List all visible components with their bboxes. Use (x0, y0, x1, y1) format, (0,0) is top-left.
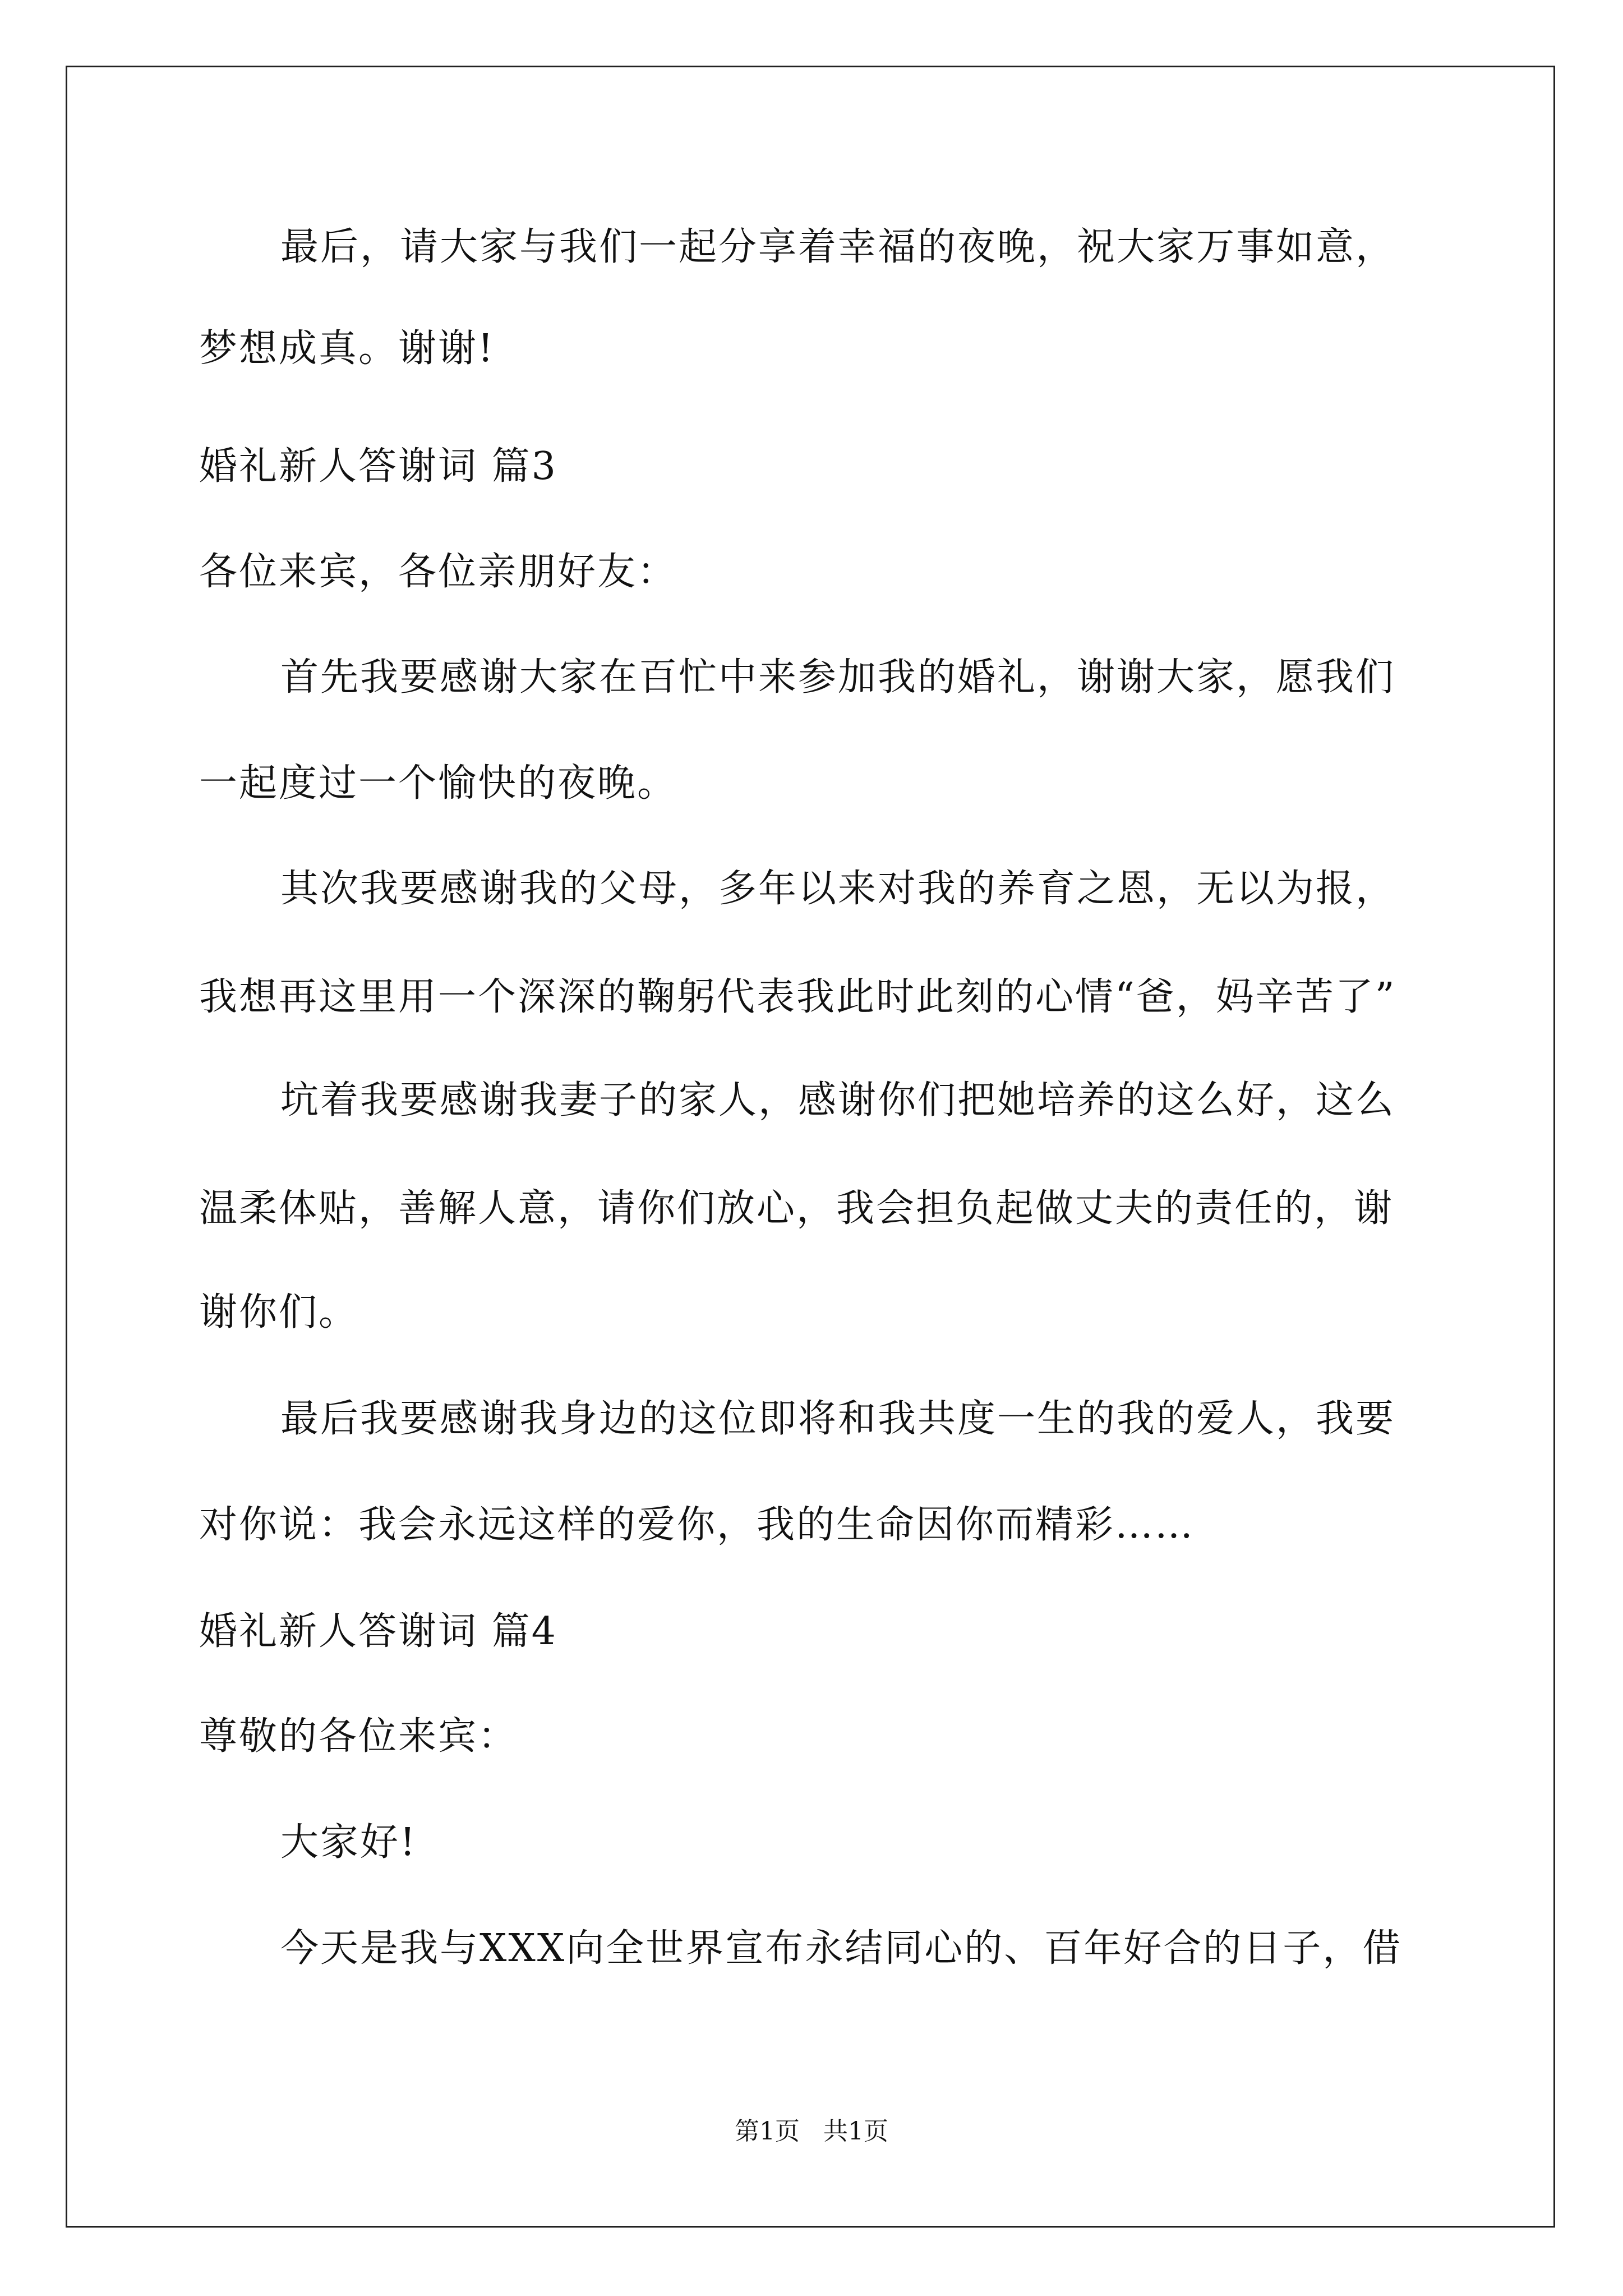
paragraph-line: 一起度过一个愉快的夜晚。 (199, 761, 677, 806)
paragraph-line: 我想再这里用一个深深的鞠躬代表我此时此刻的心情“爸，妈辛苦了” (199, 975, 1396, 1019)
paragraph-line: 大家好! (280, 1820, 417, 1865)
section-heading-3: 婚礼新人答谢词 篇3 (199, 444, 557, 489)
page-number-footer: 第1页 共1页 (735, 2117, 888, 2146)
paragraph-line: 最后我要感谢我身边的这位即将和我共度一生的我的爱人，我要 (280, 1397, 1396, 1441)
paragraph-line: 梦想成真。谢谢! (199, 326, 495, 371)
salutation-line: 尊敬的各位来宾： (199, 1714, 518, 1759)
paragraph-line: 今天是我与XXX向全世界宣布永结同心的、百年好合的日子，借 (280, 1926, 1403, 1971)
paragraph-line: 温柔体贴，善解人意，请你们放心，我会担负起做丈夫的责任的，谢 (199, 1186, 1394, 1231)
paragraph-line: 谢你们。 (199, 1290, 359, 1335)
paragraph-line: 其次我要感谢我的父母，多年以来对我的养育之恩，无以为报， (280, 867, 1396, 911)
paragraph-line: 对你说：我会永远这样的爱你，我的生命因你而精彩…… (199, 1503, 1195, 1547)
paragraph-line: 最后，请大家与我们一起分享着幸福的夜晚，祝大家万事如意， (280, 225, 1396, 269)
paragraph-line: 坑着我要感谢我妻子的家人，感谢你们把她培养的这么好，这么 (280, 1078, 1396, 1122)
salutation-line: 各位来宾，各位亲朋好友： (199, 550, 677, 594)
page-border (66, 66, 1555, 2228)
paragraph-line: 首先我要感谢大家在百忙中来参加我的婚礼，谢谢大家，愿我们 (280, 655, 1396, 700)
section-heading-4: 婚礼新人答谢词 篇4 (199, 1609, 557, 1654)
